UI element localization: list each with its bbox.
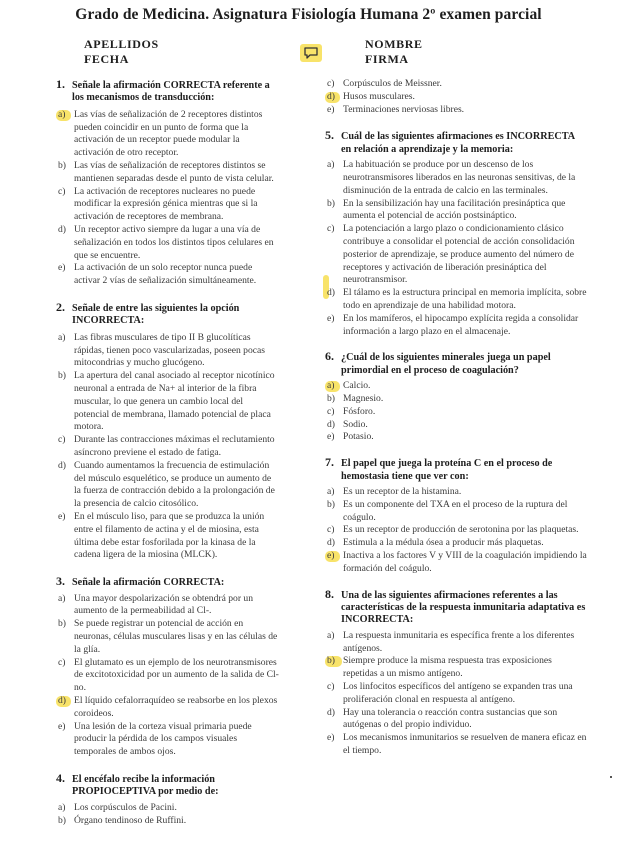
question-4 xyxy=(56,772,280,827)
left-column xyxy=(56,78,280,827)
option-e[interactable]: e) Una lesión de la corteza visual primaria puede producir la pérdida de los campos visuales temporales de ambos ojos. xyxy=(58,720,252,758)
option-d[interactable]: d) Un receptor activo siempre da lugar a una vía de señalización en todos los distintos tipos celulares en que se encuentre. xyxy=(58,223,274,261)
question-stem: 7. El papel que juega la proteína C en el proceso de hemostasia tiene que ver con: xyxy=(325,455,553,482)
option-b[interactable]: b) Las vías de señalización de receptores distintos se mantienen separadas desde el punto de vista celular. xyxy=(58,160,274,184)
option-a[interactable]: a) Es un receptor de la histamina. xyxy=(327,485,462,497)
option-e[interactable]: e) La activación de un solo receptor nunca puede activar 2 vías de señalización simultáneamente. xyxy=(58,262,257,287)
option-a[interactable]: a) Las vías de señalización de 2 receptores distintos pueden coincidir en un punto de forma que la activación de un receptor puede modular la activación de otro receptor. xyxy=(58,108,263,159)
option-c[interactable]: c) Corpúsculos de Meissner. xyxy=(327,78,442,89)
question-4-continued xyxy=(325,78,587,116)
question-7 xyxy=(325,456,587,575)
option-e[interactable]: e) Inactiva a los factores V y VIII de la coagulación impidiendo la formación del coágulo. xyxy=(327,549,587,574)
option-a[interactable]: a) La respuesta inmunitaria es específica frente a los diferentes antígenos. xyxy=(327,629,575,654)
option-d[interactable]: d) Estimula a la médula ósea a producir más plaquetas. xyxy=(327,537,544,549)
option-e[interactable]: e) Potasio. xyxy=(327,431,374,443)
question-stem: 1. Señale la afirmación CORRECTA referente a los mecanismos de transducción: xyxy=(56,77,270,104)
option-c[interactable]: c) Es un receptor de producción de serotonina por las plaquetas. xyxy=(327,524,579,536)
option-b[interactable]: b) Siempre produce la misma respuesta tras exposiciones repetidas a un mismo antígeno. xyxy=(327,655,552,680)
option-a[interactable]: a) Las fibras musculares de tipo II B glucolíticas rápidas, tienen poco vascularizadas, poseen pocas mitocondrias y mucho glucógeno. xyxy=(58,331,265,369)
right-column xyxy=(325,78,587,758)
option-e[interactable]: e) Terminaciones nerviosas libres. xyxy=(327,103,465,115)
option-a[interactable]: a) La habituación se produce por un descenso de los neurotransmisores liberados en las neuronas sensitivas, de la disminución de la entrada de calcio en las terminales. xyxy=(327,159,576,196)
nombre-label: NOMBRE xyxy=(365,37,423,51)
option-c[interactable]: c) Fósforo. xyxy=(327,405,376,417)
option-b[interactable]: b) Magnesio. xyxy=(327,392,384,404)
page-mark xyxy=(610,776,612,778)
firma-label: FIRMA xyxy=(365,52,409,66)
option-d[interactable]: d) El líquido cefalorraquídeo se reabsorbe en los plexos coroideos. xyxy=(58,694,278,719)
comment-icon[interactable] xyxy=(300,44,322,62)
question-2 xyxy=(56,301,280,562)
option-d[interactable]: d) Sodio. xyxy=(327,418,368,430)
option-d[interactable]: d) Hay una tolerancia o reacción contra sustancias que son autógenas o del propio individuo. xyxy=(327,706,558,731)
option-a[interactable]: a) Calcio. xyxy=(327,380,371,392)
option-d[interactable]: d) Cuando aumentamos la frecuencia de estimulación del músculo esquelético, se produce un aumento de la fuerza de contracción debido a la prolongación de la presencia de calcio citosólico. xyxy=(58,459,275,510)
question-stem: 8. Una de las siguientes afirmaciones referentes a las características de la respuesta inmunitaria adaptativa es INCORRECTA: xyxy=(325,586,586,626)
option-b[interactable]: b) Órgano tendinoso de Ruffini. xyxy=(58,814,187,826)
question-1 xyxy=(56,78,280,288)
question-stem: 4. El encéfalo recibe la información PROPIOCEPTIVA por medio de: xyxy=(56,770,219,798)
question-8 xyxy=(325,588,587,758)
question-6 xyxy=(325,350,587,444)
option-e[interactable]: e) Los mecanismos inmunitarios se resuelven de manera eficaz en el tiempo. xyxy=(327,732,587,756)
option-c[interactable]: c) La activación de receptores nucleares no puede modificar la expresión génica mientras que si la activación de receptores de membrana. xyxy=(58,185,258,223)
question-stem: 6. ¿Cuál de los siguientes minerales juega un papel primordial en el proceso de coagulación? xyxy=(325,349,551,376)
question-stem: 3. Señale la afirmación CORRECTA: xyxy=(56,574,225,589)
question-3 xyxy=(56,575,280,759)
option-a[interactable]: a) Los corpúsculos de Pacini. xyxy=(58,801,177,813)
option-a[interactable]: a) Una mayor despolarización se obtendrá por un aumento de la permeabilidad al Cl-. xyxy=(58,592,254,617)
option-c[interactable]: c) La potenciación a largo plazo o condicionamiento clásico contribuye a consolidar el potencial de acción consolidación posterior de aprendizaje, se produce aumento del número de receptores y activación de liberación presináptica del neurotransmisor. xyxy=(327,223,575,286)
option-b[interactable]: b) En la sensibilización hay una facilitación presináptica que aumenta el potencial de acción postsináptico. xyxy=(327,197,566,222)
question-stem: 2. Señale de entre las siguientes la opción INCORRECTA: xyxy=(56,299,240,327)
option-c[interactable]: c) El glutamato es un ejemplo de los neurotransmisores de excitotoxicidad por un aumento de la salida de Cl- no. xyxy=(58,656,279,694)
option-b[interactable]: b) La apertura del canal asociado al receptor nicotínico neuronal a entrada de Na+ al interior de la fibra muscular, lo que genera un cambio local del potencial de membrana, llamado potencial de placa motora. xyxy=(58,370,275,433)
option-d[interactable]: d) El tálamo es la estructura principal en memoria implícita, sobre todo en aprendizaje de una habilidad motora. xyxy=(325,287,587,313)
fecha-label: FECHA xyxy=(84,52,129,66)
option-e[interactable]: e) En los mamíferos, el hipocampo explícita regida a consolidar información a largo plazo en el almacenaje. xyxy=(327,312,579,337)
option-b[interactable]: b) Se puede registrar un potencial de acción en neuronas, células musculares lisas y en las células de la glía. xyxy=(58,618,278,655)
apellidos-label: APELLIDOS xyxy=(84,37,159,51)
question-5 xyxy=(325,129,587,338)
option-b[interactable]: b) Es un componente del TXA en el proceso de la ruptura del coágulo. xyxy=(327,498,568,523)
option-d[interactable]: d) Husos musculares. xyxy=(327,90,415,102)
option-c[interactable]: c) Durante las contracciones máximas el reclutamiento asíncrono previene el estado de fatiga. xyxy=(58,434,275,458)
question-stem: 5. Cuál de las siguientes afirmaciones es INCORRECTA en relación a aprendizaje y la memoria: xyxy=(325,128,575,155)
exam-title: Grado de Medicina. Asignatura Fisiología Humana 2º examen parcial xyxy=(75,6,542,23)
option-e[interactable]: e) En el músculo liso, para que se produzca la unión entre el filamento de actina y el de miosina, esta última debe estar fosforilada por la kinasa de la cadena ligera de la miosina (MLCK). xyxy=(58,510,265,561)
option-c[interactable]: c) Los linfocitos específicos del antígeno se expanden tras una proliferación clonal en respuesta al antígeno. xyxy=(327,680,573,705)
